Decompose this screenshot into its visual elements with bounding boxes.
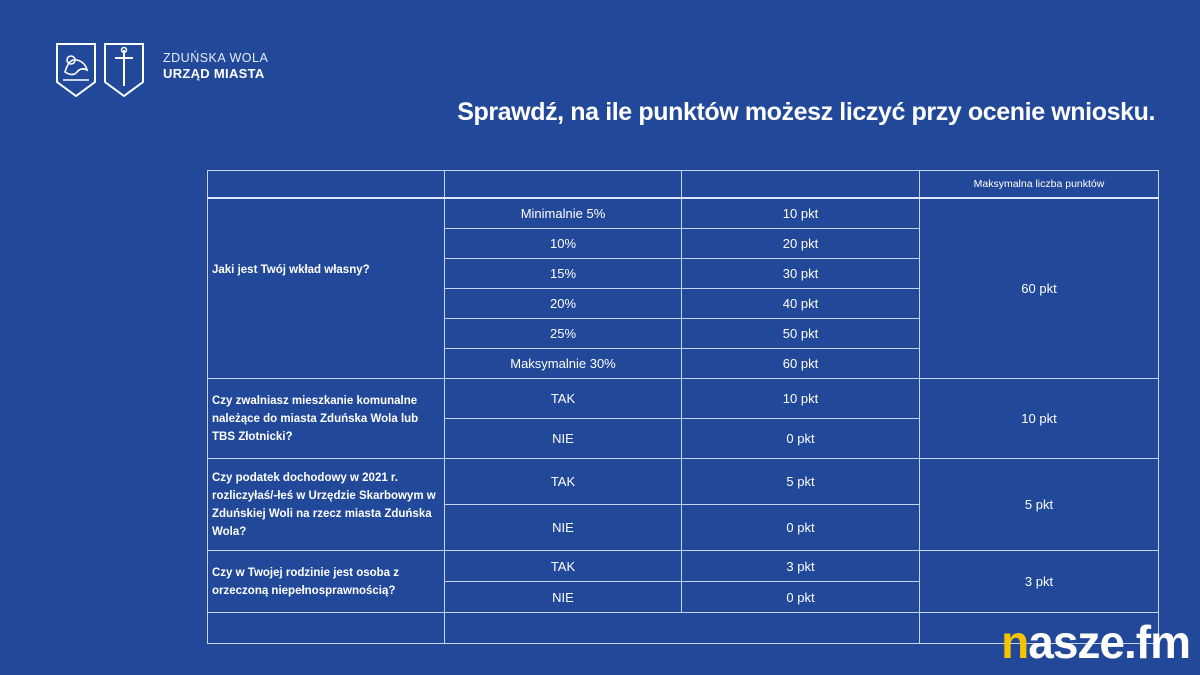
- city-name-line2: URZĄD MIASTA: [163, 66, 265, 81]
- answer-cell: TAK: [445, 459, 682, 505]
- answer-cell: Maksymalnie 30%: [445, 349, 682, 379]
- sword-crest-icon: [103, 42, 145, 98]
- points-cell: 3 pkt: [682, 551, 920, 582]
- question-cell: Czy podatek dochodowy w 2021 r. rozliczyłaś/-łeś w Urzędzie Skarbowym w Zduńskiej Woli na rzecz miasta Zduńska Wola?: [208, 459, 445, 551]
- points-cell: 50 pkt: [682, 319, 920, 349]
- answer-cell: 25%: [445, 319, 682, 349]
- question-cell: Czy zwalniasz mieszkanie komunalne należące do miasta Zduńska Wola lub TBS Złotnicki?: [208, 379, 445, 459]
- question-cell: Jaki jest Twój wkład własny?: [208, 198, 445, 379]
- max-points-cell: 10 pkt: [920, 379, 1159, 459]
- table-row: [208, 459, 1159, 505]
- table-header-row: [208, 171, 1159, 199]
- lion-crest-icon: [55, 42, 97, 98]
- empty-cell: [445, 613, 920, 644]
- points-cell: 40 pkt: [682, 289, 920, 319]
- table-header-cell: [208, 171, 445, 199]
- answer-cell: 15%: [445, 259, 682, 289]
- table-header-cell: [682, 171, 920, 199]
- points-cell: 30 pkt: [682, 259, 920, 289]
- points-cell: 0 pkt: [682, 419, 920, 459]
- answer-cell: NIE: [445, 582, 682, 613]
- city-name: [163, 50, 268, 82]
- answer-cell: TAK: [445, 379, 682, 419]
- max-points-cell: 5 pkt: [920, 459, 1159, 551]
- points-cell: 20 pkt: [682, 229, 920, 259]
- city-name-line1: ZDUŃSKA WOLA: [163, 51, 269, 65]
- scoring-table: [207, 170, 1159, 644]
- table-row: [208, 551, 1159, 582]
- table-row: [208, 379, 1159, 419]
- max-points-cell: 3 pkt: [920, 551, 1159, 613]
- answer-cell: NIE: [445, 419, 682, 459]
- points-cell: 0 pkt: [682, 582, 920, 613]
- answer-cell: 10%: [445, 229, 682, 259]
- question-cell: Czy w Twojej rodzinie jest osoba z orzeczoną niepełnosprawnością?: [208, 551, 445, 613]
- answer-cell: NIE: [445, 505, 682, 551]
- answer-cell: Minimalnie 5%: [445, 198, 682, 229]
- watermark-letter: n: [1001, 616, 1029, 668]
- table-header-cell: Maksymalna liczba punktów: [920, 171, 1159, 199]
- table-row: [208, 198, 1159, 229]
- answer-cell: TAK: [445, 551, 682, 582]
- points-cell: 60 pkt: [682, 349, 920, 379]
- empty-cell: [208, 613, 445, 644]
- city-logo: [55, 42, 268, 98]
- points-cell: 0 pkt: [682, 505, 920, 551]
- watermark-text: asze.fm: [1028, 616, 1190, 668]
- points-cell: 5 pkt: [682, 459, 920, 505]
- table-header-cell: [445, 171, 682, 199]
- points-cell: 10 pkt: [682, 379, 920, 419]
- max-points-cell: 60 pkt: [920, 198, 1159, 379]
- watermark-logo: [1001, 616, 1190, 668]
- page-title: Sprawdź, na ile punktów możesz liczyć przy ocenie wniosku.: [457, 98, 1155, 126]
- points-cell: 10 pkt: [682, 198, 920, 229]
- answer-cell: 20%: [445, 289, 682, 319]
